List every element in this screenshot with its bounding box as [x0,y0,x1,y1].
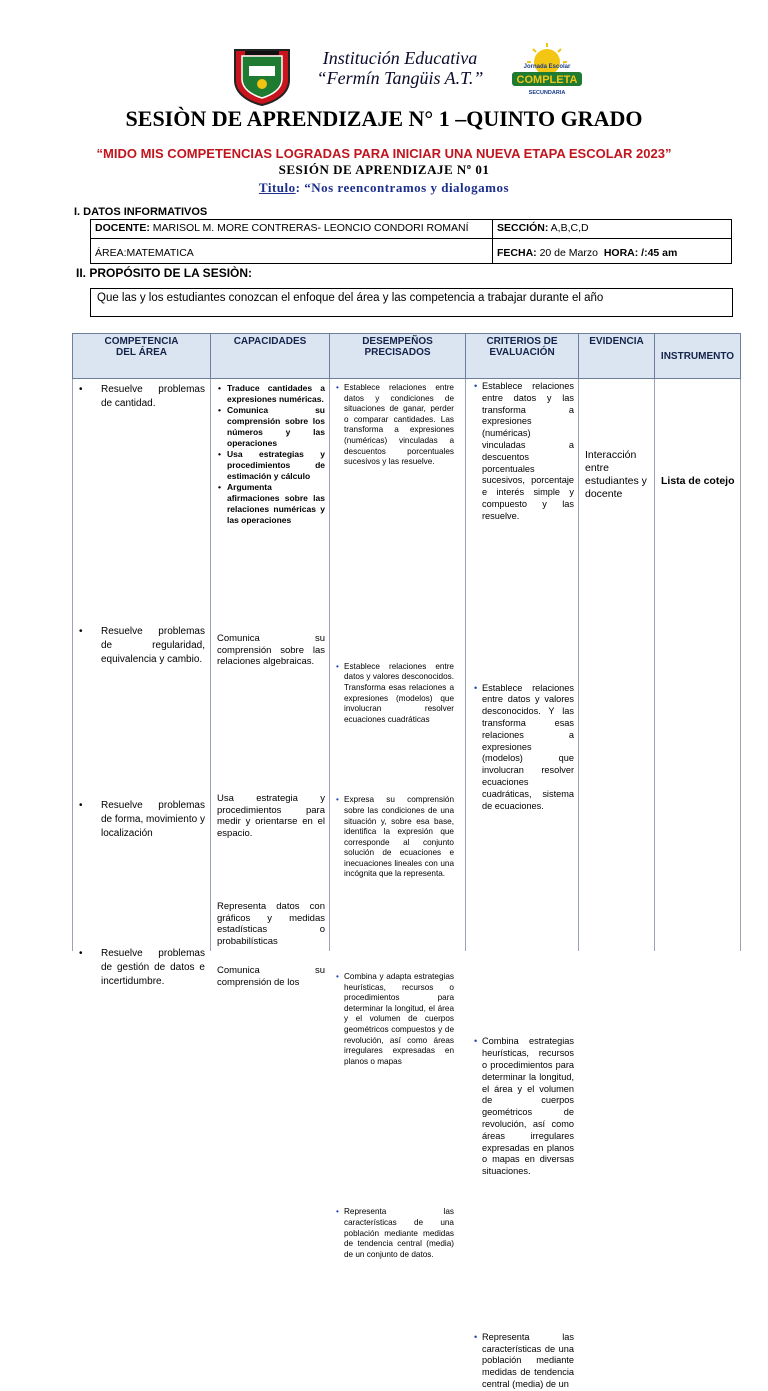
institution-name: Institución Educativa [322,48,478,68]
instrumento-text: Lista de cotejo [661,475,735,487]
datos-heading: I. DATOS INFORMATIVOS [74,206,208,218]
fecha-cell [493,238,732,263]
capacidad-item: • Traduce cantidades a expresiones numéricas. [217,383,325,405]
jornada-escolar-completa-logo [511,42,583,98]
seccion-label: SECCIÓN: [497,222,549,234]
session-subtitle: SESIÓN DE APRENDIZAJE Nº 01 [278,162,490,177]
fecha-value: 20 de Marzo [536,246,598,259]
header-competencia: COMPETENCIA DEL ÁREA [73,334,211,379]
competencia-item: • Resuelve problemas de regularidad, equivalencia y cambio. [79,626,205,665]
header-evidencia: EVIDENCIA [579,334,655,379]
school-crest-logo [231,46,293,106]
seccion-cell [493,220,732,239]
proposito-box: Que las y los estudiantes conozcan el enfoque del área y las competencia a trabajar durante el año [90,288,733,317]
session-motto: “MIDO MIS COMPETENCIAS LOGRADAS PARA INICIAR UNA NUEVA ETAPA ESCOLAR 2023” [96,146,672,161]
capacidad-text: Usa estrategia y procedimientos para medir y orientarse en el espacio. [217,793,325,839]
desempeno-item: • Representa las características de una población mediante medidas de tendencia central (media) de un conjunto de datos. [336,1207,454,1260]
header-criterios: CRITERIOS DE EVALUACIÓN [466,334,579,379]
seccion-value: A,B,C,D [548,222,589,234]
capacidades-list [217,383,325,526]
capacidad-text: Representa datos con gráficos y medidas estadísticas o probabilísticas [217,901,325,947]
session-titulo [0,180,768,196]
datos-table [90,219,732,264]
hora-label: HORA: [603,246,639,259]
header-instrumento: INSTRUMENTO [655,334,741,379]
competencia-item: • Resuelve problemas de cantidad. [79,384,205,409]
desempeno-item: • Expresa su comprensión sobre las condiciones de una situación y, sobre esa base, identifica la expresión que corresponde al conjunto solución de ecuaciones e inecuaciones lineales con una incógnita que la representa. [336,795,454,880]
desempeno-item: • Combina y adapta estrategias heurísticas, recursos o procedimientos para determinar la longitud, el área y el volumen de cuerpos geométricos compuestos y de revolución, así como áreas irregulares expresadas en planos o mapas [336,972,454,1067]
competencias-table [72,333,741,1390]
capacidad-item: • Usa estrategias y procedimientos de estimación y cálculo [217,449,325,482]
capacidades-column [211,379,330,988]
evidencia-text: Interacción entre estudiantes y docente [585,449,647,500]
criterio-item: • Combina estrategias heurísticas, recursos o procedimientos para determinar la longitud, el área y el volumen de cuerpos geométricos de revolución, así como áreas irregulares expresadas en planos o mapas en diversas situaciones. [472,1036,574,1178]
criterio-item: • Establece relaciones entre datos y las transforma a expresiones (numéricas) vinculadas a descuentos porcentuales sucesivos, porcentaje e interés simple y compuesto y las resuelve. [472,381,574,523]
criterios-column [466,379,579,1390]
institution-school-name: “Fermín Tangüis A.T.” [316,68,484,88]
titulo-text: : “Nos reencontramos y dialogamos [295,180,510,195]
docente-label: DOCENTE: [95,222,150,234]
header-desempenos: DESEMPEÑOS PRECISADOS [330,334,466,379]
evidencia-column [579,379,655,952]
logo-text-top: Jornada Escolar [523,64,571,70]
area-cell [91,238,493,263]
docente-cell [91,220,493,239]
desempeno-item: • Establece relaciones entre datos y valores desconocidos. Transforma esas relaciones a expresiones (modelos) que involucran resolver ecuaciones cuadráticas [336,662,454,726]
competencia-item: • Resuelve problemas de gestión de datos e incertidumbre. [79,948,205,987]
header-capacidades: CAPACIDADES [211,334,330,379]
hora-value: /:45 am [638,246,678,259]
proposito-heading: II. PROPÓSITO DE LA SESIÒN: [76,266,253,280]
logo-text-main: COMPLETA [516,74,578,86]
page-title: SESIÒN DE APRENDIZAJE N° 1 –QUINTO GRADO [125,106,643,131]
area-value: ÁREA:MATEMATICA [95,246,194,259]
capacidad-text: Comunica su comprensión sobre las relaciones algebraicas. [217,633,325,667]
competencia-column [73,379,211,987]
titulo-label: Titulo [258,180,296,195]
capacidad-text: Comunica su comprensión de los [217,965,325,988]
criterio-item: • Representa las características de una población mediante medidas de tendencia central (media) de un [472,1332,574,1391]
fecha-label: FECHA: [497,246,537,259]
docente-value: MARISOL M. MORE CONTRERAS- LEONCIO CONDORI ROMANÍ [149,222,469,234]
capacidad-item: • Argumenta afirmaciones sobre las relaciones numéricas y las operaciones [217,482,325,526]
desempeno-item: • Establece relaciones entre datos y condiciones de situaciones de ganar, perder o comparar cantidades. Las transforma a expresiones (numéricas) vinculadas a descuentos porcentuales sucesivos y las resuelve. [336,383,454,468]
desempenos-column [330,379,466,1259]
capacidad-item: • Comunica su comprensión sobre los números y las operaciones [217,405,325,449]
instrumento-column [655,379,741,952]
criterio-item: • Establece relaciones entre datos y valores desconocidos. Y las transforma esas relaciones a expresiones (modelos) que involucran resolver ecuaciones cuadráticas, sistema de ecuaciones. [472,683,574,813]
logo-text-bottom: SECUNDARIA [528,90,566,96]
competencia-item: • Resuelve problemas de forma, movimiento y localización [79,800,205,839]
